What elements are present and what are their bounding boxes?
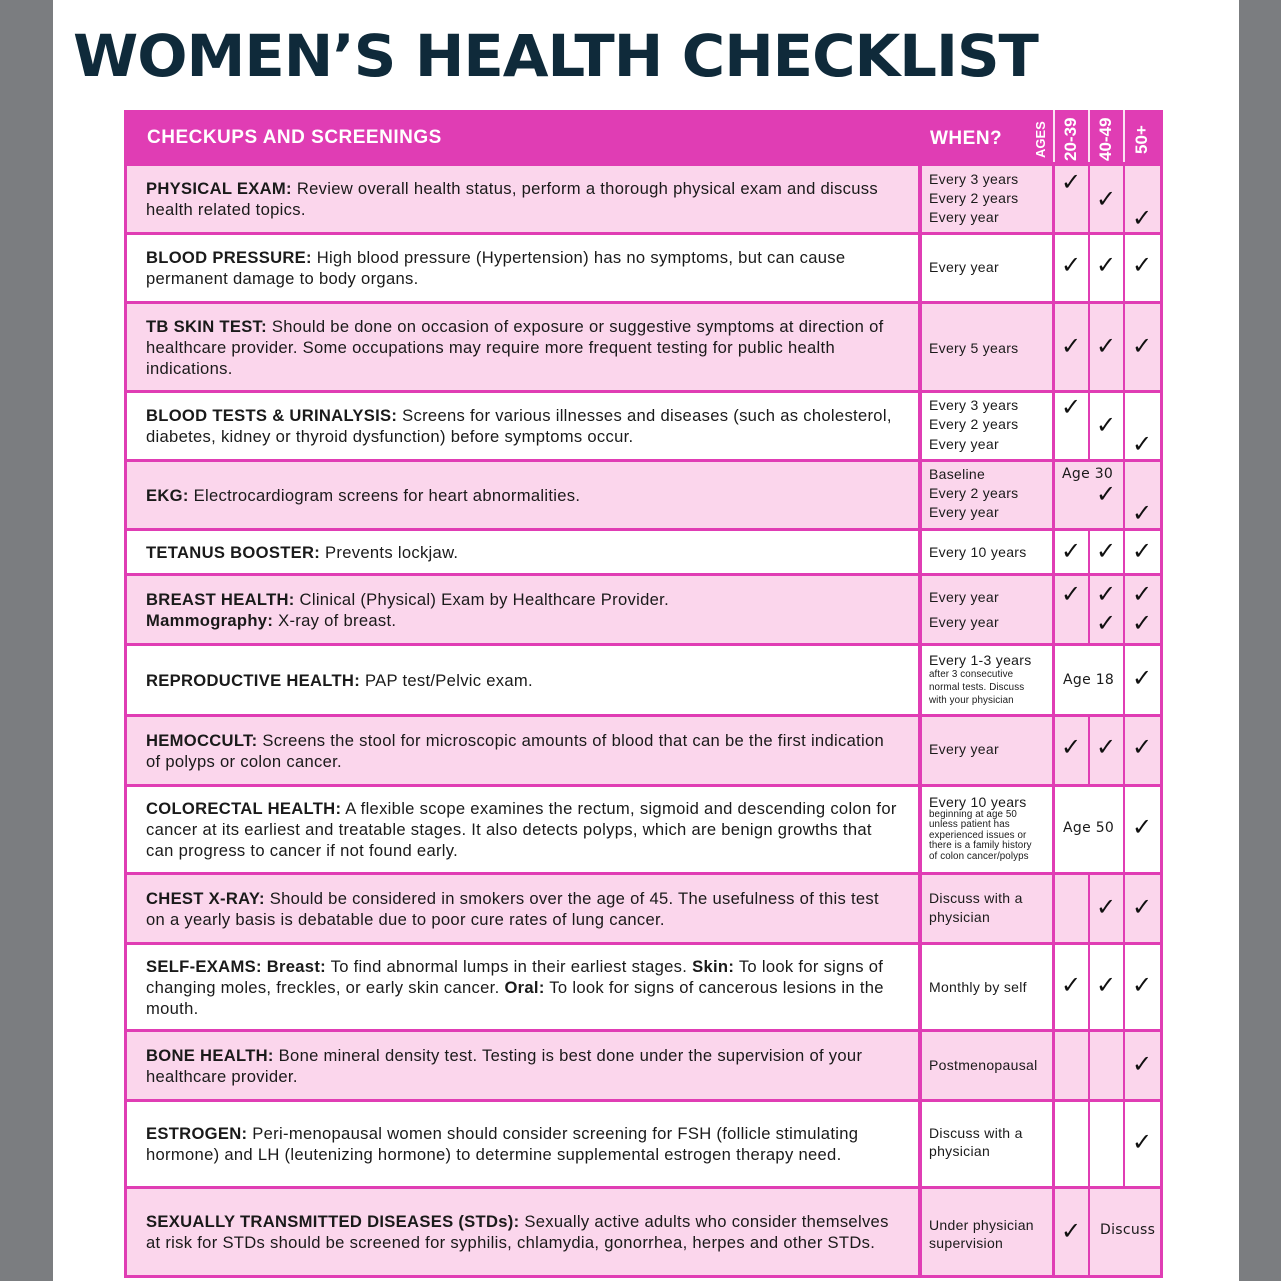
row-description [127,945,918,1029]
check-icon: ✓ [1132,893,1153,921]
age-note: Age 18 [1063,672,1115,688]
when-text: Every 2 years [929,190,1019,206]
table-row [127,945,1160,1029]
row-when [922,1189,1052,1275]
row-when [922,717,1052,784]
row-desc-text: Clinical (Physical) Exam by Healthcare Provider. [299,589,669,609]
when-text: Postmenopausal [929,1057,1038,1073]
table-row [127,531,1160,573]
when-text: Every year [929,436,999,452]
when-text: supervision [929,1235,1004,1251]
when-note: unless patient has [929,819,1010,830]
row-when [922,576,1052,643]
age-cell-50-plus [1125,304,1160,390]
when-text: Discuss with a [929,890,1023,906]
when-text: Every year [929,741,999,757]
check-icon: ✓ [1096,480,1117,508]
row-description [127,875,918,942]
row-when [922,235,1052,301]
when-text: Every year [929,614,999,630]
check-icon: ✓ [1132,332,1153,360]
row-description [127,717,918,784]
check-icon: ✓ [1096,971,1117,999]
table-row [127,576,1160,643]
row-description [127,462,918,528]
when-text: Every 5 years [929,340,1019,356]
row-desc-text: High blood pressure (Hypertension) has no symptoms, but can cause permanent damage to body organs. [146,248,846,288]
when-text: Monthly by self [929,979,1027,995]
age-cell-50-plus [1125,646,1160,714]
check-icon: ✓ [1061,393,1082,421]
header-age-40-49: 40-49 [1096,117,1115,161]
row-description [127,576,918,643]
row-description [127,1102,918,1186]
row-desc-text: Peri-menopausal women should consider screening for FSH (follicle stimulating hormone) and LH (leutenizing hormone) to determine supplemental estrogen therapy need. [146,1124,859,1164]
age-cell-20-39 [1055,166,1088,232]
check-icon: ✓ [1061,1217,1082,1245]
when-text: Every 2 years [929,485,1019,501]
age-cell-20-39 [1055,304,1088,390]
table-row [127,717,1160,784]
row-title: HEMOCCULT: [146,730,258,750]
age-cell-40-49 [1090,235,1123,301]
when-text: physician [929,909,991,925]
row-desc-text: Should be considered in smokers over the age of 45. The usefulness of this test on a yearly basis is debatable due to poor cure rates of lung cancer. [146,888,879,929]
row-title: CHEST X-RAY: [146,888,265,908]
row-title: REPRODUCTIVE HEALTH: [146,670,361,690]
table-row [127,393,1160,459]
header-divider [1088,110,1090,162]
row-desc-text: Electrocardiogram screens for heart abnormalities. [193,485,581,505]
age-cell-20-49 [1055,462,1123,528]
age-note: Discuss [1100,1222,1156,1238]
when-text: Every year [929,259,999,275]
when-text: physician [929,1143,991,1159]
row-title: TB SKIN TEST: [146,316,267,336]
age-cell-20-39 [1055,717,1088,784]
table-row [127,304,1160,390]
row-title: BLOOD TESTS & URINALYSIS: [146,406,398,425]
check-icon: ✓ [1061,251,1082,279]
age-note: Age 30 [1062,466,1114,482]
age-cell-40-plus [1090,1189,1160,1275]
when-note: there is a family history [929,840,1032,851]
row-title: PHYSICAL EXAM: [146,179,292,198]
age-cell-20-39 [1055,531,1088,573]
row-description [127,1189,918,1275]
when-note: beginning at age 50 [929,809,1017,820]
header-age-20-39: 20-39 [1061,117,1080,161]
check-icon: ✓ [1132,580,1153,608]
row-description [127,646,918,714]
check-icon: ✓ [1096,893,1117,921]
row-desc-text: Prevents lockjaw. [325,542,459,562]
row-title: ESTROGEN: [146,1124,248,1143]
check-icon: ✓ [1061,971,1082,999]
age-cell-40-49 [1090,1032,1123,1099]
when-note: experienced issues or [929,830,1027,841]
row-when [922,304,1052,390]
age-cell-20-39 [1055,945,1088,1029]
header-divider [1123,110,1125,162]
table-row [127,166,1160,232]
age-cell-40-49 [1090,717,1123,784]
age-cell-20-39 [1055,393,1088,459]
when-text: Every 10 years [929,794,1027,810]
row-when [922,945,1052,1029]
row-title: BLOOD PRESSURE: [146,248,312,267]
row-desc-text: A flexible scope examines the rectum, sigmoid and descending colon for cancer at its earliest and treatable stages. It also detects polyps, which are benign growths that can progress to cancer if not found early. [146,799,897,860]
row-desc-text: Bone mineral density test. Testing is best done under the supervision of your healthcare provider. [146,1045,863,1086]
check-icon: ✓ [1132,204,1153,232]
check-icon: ✓ [1132,813,1153,841]
row-when [922,462,1052,528]
row-desc-text: X-ray of breast. [278,610,397,630]
age-cell-50-plus [1125,875,1160,942]
row-description [127,304,918,390]
when-note: normal tests. Discuss [929,682,1025,693]
age-cell-40-49 [1090,875,1123,942]
check-icon: ✓ [1061,168,1082,196]
age-cell-20-39 [1055,576,1088,643]
check-icon: ✓ [1061,332,1082,360]
when-text: Under physician [929,1217,1034,1233]
table-row [127,1189,1160,1275]
check-icon: ✓ [1132,537,1153,565]
when-text: Every year [929,209,999,225]
row-desc-text: Screens the stool for microscopic amounts of blood that can be the first indication of polyps or colon cancer. [146,730,885,771]
row-title: EKG: [146,485,189,505]
row-desc-text: Review overall health status, perform a thorough physical exam and discuss health related topics. [146,179,878,219]
age-cell-50-plus [1125,393,1160,459]
table-row [127,787,1160,872]
row-subtitle: Breast: [266,956,326,976]
table-row [127,1102,1160,1186]
age-cell-20-39 [1055,875,1088,942]
age-cell-20-39 [1055,235,1088,301]
age-cell-50-plus [1125,717,1160,784]
age-cell-50-plus [1125,1102,1160,1186]
table-row [127,235,1160,301]
when-note: with your physician [929,695,1014,706]
table-row [127,462,1160,528]
check-icon: ✓ [1132,609,1153,637]
row-desc-text: PAP test/Pelvic exam. [364,670,533,690]
check-icon: ✓ [1096,733,1117,761]
age-cell-20-49 [1055,787,1123,872]
row-title: SEXUALLY TRANSMITTED DISEASES (STDs): [146,1212,520,1231]
age-cell-50-plus [1125,576,1160,643]
when-text: Discuss with a [929,1125,1023,1141]
age-cell-20-39 [1055,1189,1088,1275]
when-text: Every 10 years [929,544,1027,560]
age-cell-40-49 [1090,1102,1123,1186]
table-row [127,875,1160,942]
row-title: BREAST HEALTH: [146,589,295,609]
when-text: Every 1-3 years [929,652,1032,668]
row-when [922,646,1052,714]
when-note: after 3 consecutive [929,669,1014,680]
row-when [922,166,1052,232]
check-icon: ✓ [1096,185,1117,213]
age-cell-50-plus [1125,1032,1160,1099]
age-cell-20-39 [1055,1032,1088,1099]
age-cell-40-49 [1090,304,1123,390]
check-icon: ✓ [1096,609,1117,637]
check-icon: ✓ [1096,332,1117,360]
row-when [922,1032,1052,1099]
check-icon: ✓ [1132,1128,1153,1156]
row-desc-text: To look for signs of cancerous lesions in the mouth. [146,977,884,1018]
check-icon: ✓ [1132,1050,1153,1078]
header-age-50-plus: 50+ [1132,125,1151,154]
check-icon: ✓ [1132,499,1153,527]
row-desc-text: Sexually active adults who consider themselves at risk for STDs should be screened for syphilis, chlamydia, gonorrhea, herpes and other STDs. [146,1212,889,1252]
row-description [127,166,918,232]
row-title: TETANUS BOOSTER: [146,542,321,562]
row-title: BONE HEALTH: [146,1045,274,1065]
row-when [922,531,1052,573]
check-icon: ✓ [1132,664,1153,692]
check-icon: ✓ [1096,537,1117,565]
row-desc-text: To look for signs of changing moles, freckles, or early skin cancer. [146,956,884,997]
check-icon: ✓ [1061,537,1082,565]
age-cell-20-39 [1055,1102,1088,1186]
when-text: Every 2 years [929,416,1019,432]
age-cell-40-49 [1090,393,1123,459]
header-when: WHEN? [930,128,1003,149]
row-desc-text: Should be done on occasion of exposure or suggestive symptoms at direction of healthcare provider. Some occupations may require more frequent testing for public health indications. [146,316,884,378]
when-text: Every year [929,504,999,520]
row-subtitle: Oral: [504,977,545,997]
row-subtitle: Mammography: [146,610,274,630]
check-icon: ✓ [1096,411,1117,439]
row-desc-text: To find abnormal lumps in their earliest stages. [330,956,688,976]
age-cell-50-plus [1125,531,1160,573]
row-description [127,787,918,872]
age-cell-50-plus [1125,235,1160,301]
row-when [922,1102,1052,1186]
check-icon: ✓ [1132,733,1153,761]
row-desc-text: Screens for various illnesses and diseases (such as cholesterol, diabetes, kidney or thyroid dysfunction) before symptoms occur. [146,406,892,446]
when-note: of colon cancer/polyps [929,851,1029,862]
check-icon: ✓ [1096,580,1117,608]
check-icon: ✓ [1061,580,1082,608]
row-description [127,235,918,301]
age-cell-20-49 [1055,646,1123,714]
check-icon: ✓ [1132,251,1153,279]
when-text: Every 3 years [929,397,1019,413]
check-icon: ✓ [1132,971,1153,999]
age-note: Age 50 [1063,820,1115,836]
row-when [922,875,1052,942]
check-icon: ✓ [1061,733,1082,761]
table-row [127,1032,1160,1099]
row-when [922,787,1052,872]
check-icon: ✓ [1132,430,1153,458]
when-text: Every 3 years [929,171,1019,187]
row-when [922,393,1052,459]
when-text: Every year [929,589,999,605]
age-cell-40-49 [1090,945,1123,1029]
header-checkups: CHECKUPS AND SCREENINGS [147,127,442,148]
when-text: Baseline [929,466,986,482]
header-ages-label: AGES [1033,121,1048,158]
row-description [127,393,918,459]
age-cell-40-49 [1090,531,1123,573]
age-cell-50-plus [1125,166,1160,232]
page-title: WOMEN’S HEALTH CHECKLIST [73,22,1038,90]
row-title: SELF-EXAMS: [146,956,262,976]
age-cell-40-49 [1090,576,1123,643]
row-subtitle: Skin: [692,956,735,976]
age-cell-50-plus [1125,462,1160,528]
table-row [127,646,1160,714]
age-cell-50-plus [1125,945,1160,1029]
header-divider [1053,110,1055,162]
row-description [127,1032,918,1099]
age-cell-50-plus [1125,787,1160,872]
age-cell-40-49 [1090,166,1123,232]
check-icon: ✓ [1096,251,1117,279]
row-title: COLORECTAL HEALTH: [146,799,342,818]
health-checklist-table [124,110,1163,1278]
row-description [127,531,918,573]
